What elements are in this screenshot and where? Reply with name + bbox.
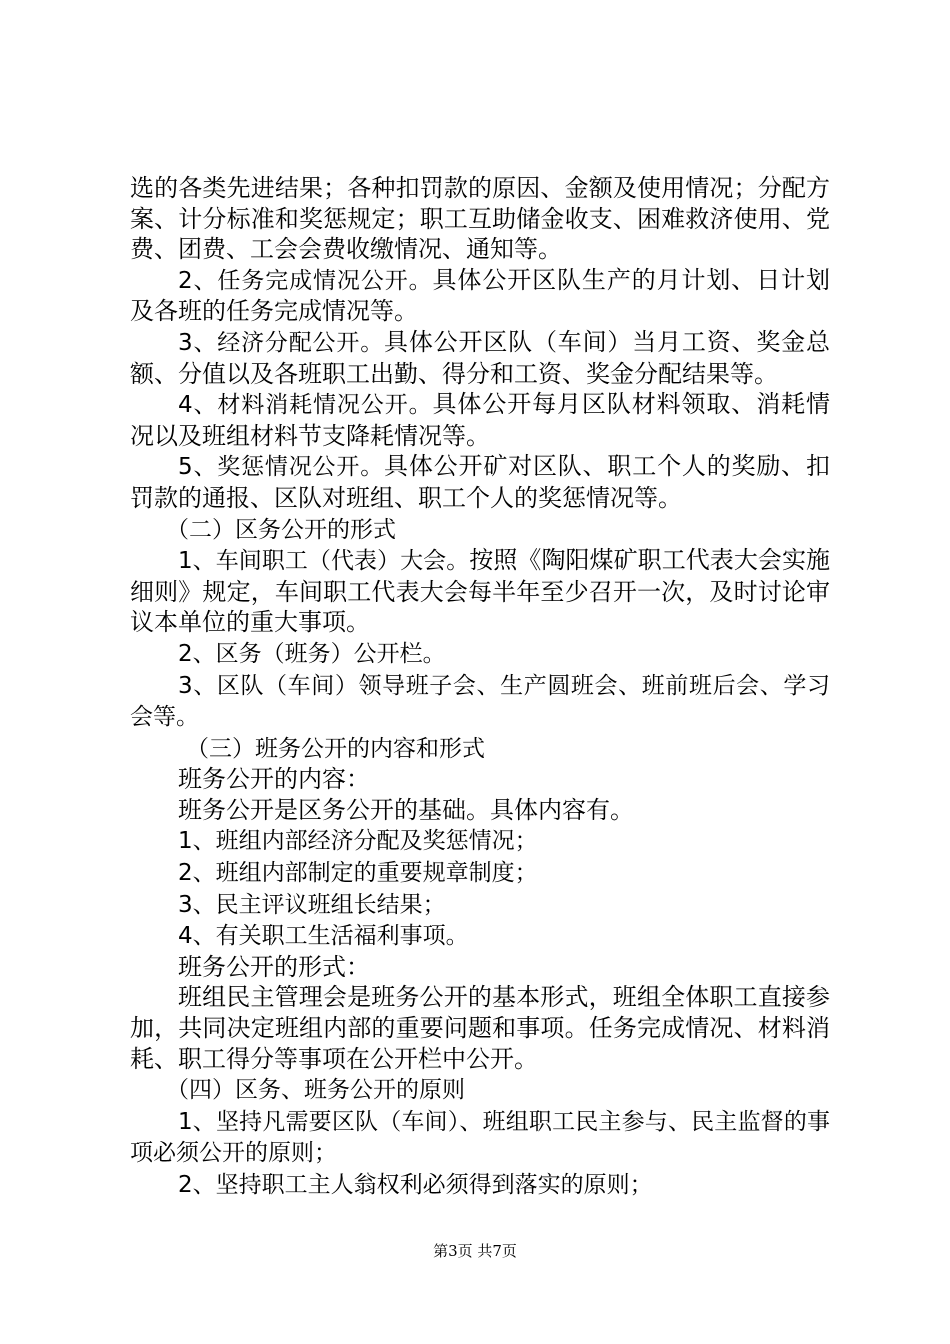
paragraph-20 (130, 1106, 830, 1169)
paragraph-3 (130, 327, 830, 389)
paragraph-5 (130, 451, 830, 513)
paragraph-text: 具体公开区队（车间）当月工资、奖金总额、分值以及各班职工出勤、得分和工资、奖金分配结果等。 (130, 327, 830, 388)
body-text (130, 173, 830, 1201)
paragraph-lead: 3、民主评议班组长结果； (178, 891, 446, 918)
section-heading: （三）班务公开的内容和形式 (186, 735, 485, 762)
paragraph-text: 班务公开的形式： (178, 952, 370, 981)
paragraph-2 (130, 265, 830, 327)
section-heading-3 (130, 733, 830, 765)
paragraph-1 (130, 173, 830, 265)
paragraph-text: 班务公开是区务公开的基础。具体内容有。 (178, 795, 634, 824)
paragraph-text: 班组民主管理会是班务公开的基本形式，班组全体职工直接参加，共同决定班组内部的重要问题和事项。任务完成情况、材料消耗、职工得分等事项在公开栏中公开。 (130, 983, 830, 1073)
paragraph-lead: 3、经济分配公开。 (178, 329, 385, 356)
page-footer: 第3页 共7页 (433, 1242, 517, 1260)
paragraph-text: 具体公开矿对区队、职工个人的奖励、扣罚款的通报、区队对班组、职工个人的奖惩情况等。 (130, 452, 830, 512)
paragraph-text: 按照《陶阳煤矿职工代表大会实施细则》规定，车间职工代表大会每半年至少召开一次，及时讨论审议本单位的重大事项。 (130, 546, 831, 637)
paragraph-lead: 2、班组内部制定的重要规章制度； (178, 860, 538, 887)
paragraph-16 (130, 920, 830, 952)
paragraph-12 (130, 795, 830, 826)
paragraph-text: 班务公开的内容： (178, 765, 370, 794)
paragraph-lead: 4、有关职工生活福利事项。 (178, 923, 469, 950)
paragraph-lead: 2、坚持职工主人翁权利必须得到落实的原则； (178, 1172, 653, 1198)
paragraph-lead: 3、区队（车间）领导班子会、生产圆班会、班前班后会、学习会等。 (130, 672, 830, 731)
section-heading: （二）区务公开的形式 (166, 516, 396, 543)
paragraph-11 (130, 764, 830, 795)
section-heading-4 (130, 1074, 830, 1106)
paragraph-15 (130, 889, 830, 921)
paragraph-4 (130, 389, 830, 451)
paragraph-lead: 2、区务（班务）公开栏。 (178, 640, 446, 667)
paragraph-lead: 2、任务完成情况公开。 (178, 267, 433, 294)
paragraph-9 (130, 670, 830, 733)
paragraph-lead: 5、奖惩情况公开。 (178, 454, 385, 481)
paragraph-13 (130, 825, 830, 857)
paragraph-18 (130, 982, 830, 1074)
paragraph-lead: 1、车间职工（代表）大会。 (178, 548, 470, 575)
paragraph-7 (130, 545, 830, 638)
section-heading: （四）区务、班务公开的原则 (166, 1077, 465, 1104)
paragraph-21 (130, 1169, 830, 1201)
paragraph-text: 具体公开每月区队材料领取、消耗情况以及班组材料节支降耗情况等。 (130, 390, 831, 450)
paragraph-lead: 1、坚持凡需要区队（车间）、班组职工民主参与、民主监督的事项必须公开的原则； (130, 1108, 830, 1167)
paragraph-lead: 4、材料消耗情况公开。 (178, 392, 433, 419)
paragraph-8 (130, 638, 830, 670)
paragraph-14 (130, 857, 830, 889)
paragraph-text: 具体公开区队生产的月计划、日计划及各班的任务完成情况等。 (130, 265, 831, 326)
paragraph-lead: 1、班组内部经济分配及奖惩情况； (178, 828, 538, 855)
paragraph-17 (130, 952, 830, 983)
paragraph-text: 选的各类先进结果；各种扣罚款的原因、金额及使用情况；分配方案、计分标准和奖惩规定；职工互助储金收支、困难救济使用、党费、团费、工会会费收缴情况、通知等。 (130, 174, 830, 264)
section-heading-2 (130, 514, 830, 546)
